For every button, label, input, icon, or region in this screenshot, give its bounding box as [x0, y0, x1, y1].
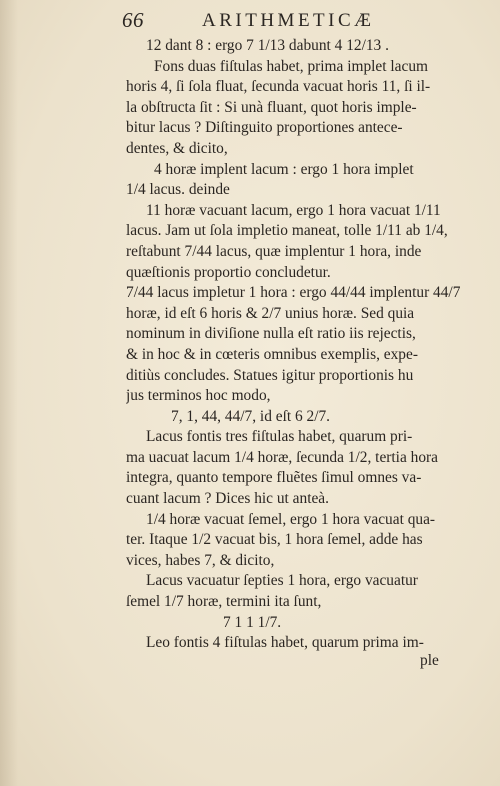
text-line: 1/4 lacus. deinde [126, 181, 230, 199]
text-line: integra, quanto tempore fluẽtes ſimul omnes va- [126, 469, 422, 487]
text-line: 12 dant 8 : ergo 7 1/13 dabunt 4 12/13 . [146, 37, 389, 54]
text-line: 7 1 1 1/7. [223, 613, 282, 631]
text-line: & in hoc & in cœteris omnibus exemplis, expe- [126, 345, 418, 363]
text-line: vices, habes 7, & dicito, [126, 551, 275, 569]
text-line: lacus. Jam ut ſola impletio maneat, tolle 1/11 ab 1/4, [126, 222, 448, 240]
page-header [122, 8, 462, 36]
text-line: horis 4, ſi ſola fluat, ſecunda vacuat horis 11, ſi il- [126, 78, 431, 96]
text-line: la obſtructa ſit : Si unà fluant, quot horis imple- [126, 98, 417, 116]
text-line: 1/4 horæ vacuat ſemel, ergo 1 hora vacuat qua- [146, 510, 436, 528]
text-line: ſemel 1/7 horæ, termini ita ſunt, [126, 593, 322, 611]
text-line: bitur lacus ? Diſtinguito proportiones antece- [126, 119, 403, 137]
text-line: 7, 1, 44, 44/7, id eſt 6 2/7. [171, 407, 331, 425]
text-line: Fons duas fiſtulas habet, prima implet lacum [154, 57, 428, 75]
text-line: ditiùs concludes. Statues igitur proportionis hu [126, 366, 414, 384]
text-line: reſtabunt 7/44 lacus, quæ implentur 1 hora, inde [126, 242, 422, 260]
text-line: Lacus vacuatur ſepties 1 hora, ergo vacuatur [146, 572, 418, 590]
text-line: jus terminos hoc modo, [126, 387, 271, 405]
text-line: quæſtionis proportio concludetur. [126, 263, 331, 281]
text-line: cuant lacum ? Dices hic ut anteà. [126, 490, 329, 508]
body-text [126, 36, 466, 654]
text-line: ter. Itaque 1/2 vacuat bis, 1 hora ſemel, adde has [126, 531, 423, 549]
text-line: ma uacuat lacum 1/4 horæ, ſecunda 1/2, tertia hora [126, 448, 438, 466]
text-line: 4 horæ implent lacum : ergo 1 hora implet [154, 160, 414, 178]
text-line: nominum in diviſione nulla eſt ratio iis rejectis, [126, 325, 416, 343]
page-number: 66 [122, 8, 144, 32]
text-line: Lacus fontis tres fiſtulas habet, quarum pri- [146, 428, 413, 446]
text-line: horæ, id eſt 6 horis & 2/7 unius horæ. Sed quia [126, 304, 415, 322]
text-line: Leo fontis 4 fiſtulas habet, quarum prima im- [146, 634, 424, 652]
catchword: ple [420, 652, 439, 669]
running-title: ARITHMETICÆ [202, 10, 375, 31]
gutter-shadow [0, 0, 18, 786]
text-line: 11 horæ vacuant lacum, ergo 1 hora vacuat 1/11 [146, 201, 441, 219]
text-line: dentes, & dicito, [126, 139, 228, 157]
text-line: 7/44 lacus impletur 1 hora : ergo 44/44 implentur 44/7 [126, 284, 461, 302]
